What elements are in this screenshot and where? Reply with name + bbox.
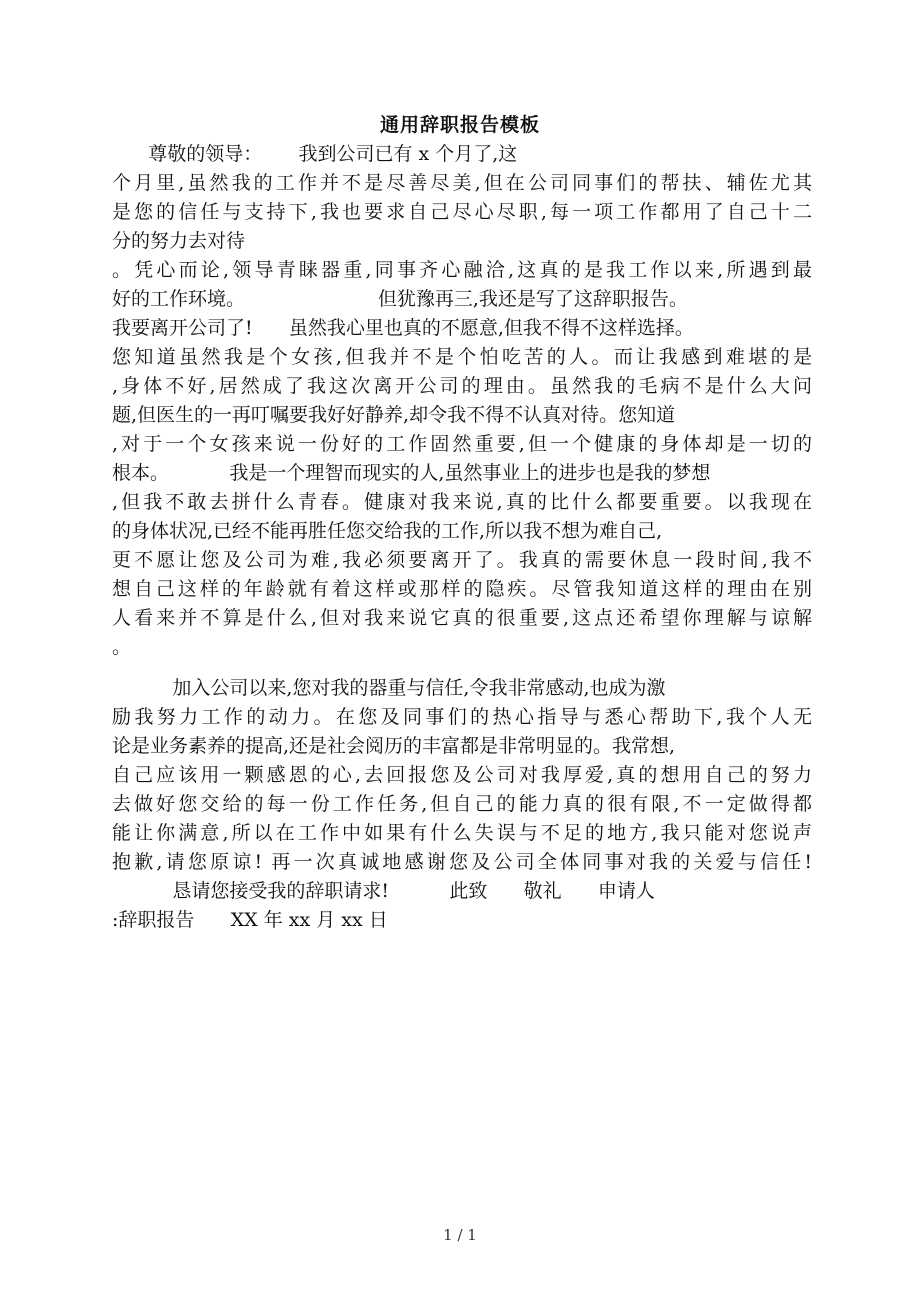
- text-line: 我要离开公司了! 虽然我心里也真的不愿意,但我不得不这样选择。: [112, 317, 694, 339]
- text-line: ,但我不敢去拼什么青春。健康对我来说,真的比什么都要重要。以我现在: [112, 491, 812, 513]
- document-body: [112, 140, 812, 935]
- text-line: 个月里,虽然我的工作并不是尽善尽美,但在公司同事们的帮扶、辅佐尤其: [112, 172, 812, 194]
- text-line: 想自己这样的年龄就有着这样或那样的隐疾。尽管我知道这样的理由在别: [112, 578, 812, 600]
- text-line: 的身体状况,已经不能再胜任您交给我的工作,所以我不想为难自己,: [112, 520, 663, 542]
- text-line: 励我努力工作的动力。在您及同事们的热心指导与悉心帮助下,我个人无: [112, 706, 812, 728]
- text-line: 。凭心而论,领导青睐器重,同事齐心融洽,这真的是我工作以来,所遇到最: [112, 259, 812, 281]
- text-line: 。: [112, 636, 132, 658]
- text-line: 您知道虽然我是个女孩,但我并不是个怕吃苦的人。而让我感到难堪的是: [112, 346, 812, 368]
- text-line: 好的工作环境。 但犹豫再三,我还是写了这辞职报告。: [112, 288, 688, 310]
- closing-line: 恳请您接受我的辞职请求! 此致 敬礼 申请人: [112, 880, 655, 902]
- text-line: 尊敬的领导： 我到公司已有 x 个月了,这: [112, 143, 518, 165]
- text-line: 能让你满意,所以在工作中如果有什么失误与不足的地方,我只能对您说声: [112, 822, 812, 844]
- text-line: 更不愿让您及公司为难,我必须要离开了。我真的需要休息一段时间,我不: [112, 549, 812, 571]
- text-line: 题,但医生的一再叮嘱要我好好静养,却令我不得不认真对待。您知道: [112, 404, 676, 426]
- text-line: 分的努力去对待: [112, 230, 246, 252]
- paragraph-gap: [112, 662, 812, 674]
- text-line: 自己应该用一颗感恩的心,去回报您及公司对我厚爱,真的想用自己的努力: [112, 764, 812, 786]
- text-line: 根本。 我是一个理智而现实的人,虽然事业上的进步也是我的梦想: [112, 462, 711, 484]
- text-line: 论是业务素养的提高,还是社会阅历的丰富都是非常明显的。我常想,: [112, 735, 676, 757]
- text-line: 抱歉,请您原谅! 再一次真诚地感谢您及公司全体同事对我的关爱与信任!: [112, 851, 812, 873]
- text-line: 是您的信任与支持下,我也要求自己尽心尽职,每一项工作都用了自己十二: [112, 201, 812, 223]
- signature-date-line: :辞职报告 XX 年 xx 月 xx 日: [112, 909, 388, 931]
- page-number: 1 / 1: [443, 1226, 477, 1244]
- document-title: 通用辞职报告模板: [379, 114, 540, 136]
- text-line: 加入公司以来,您对我的器重与信任,令我非常感动,也成为激: [112, 677, 666, 699]
- text-line: 人看来并不算是什么,但对我来说它真的很重要,这点还希望你理解与谅解: [112, 607, 812, 629]
- text-line: ,身体不好,居然成了我这次离开公司的理由。虽然我的毛病不是什么大问: [112, 375, 812, 397]
- text-line: ,对于一个女孩来说一份好的工作固然重要,但一个健康的身体却是一切的: [112, 433, 812, 455]
- text-line: 去做好您交给的每一份工作任务,但自己的能力真的很有限,不一定做得都: [112, 793, 812, 815]
